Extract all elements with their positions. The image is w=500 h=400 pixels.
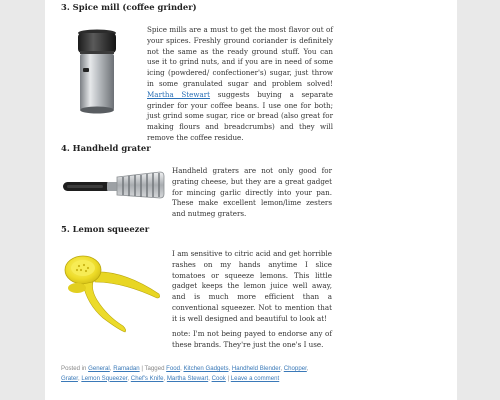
tag-link-handheld-blender[interactable]: Handheld Blender — [231, 365, 281, 372]
section-body-spice-mill: Spice mills are a must to get the most flavor out of your spices. Freshly ground coriander is definitely not the same as the ready ground stuff. You can use it to grind nuts, and if you are in need of some icing (powdered/ confectioner's) sugar, just throw in some granulated sugar and problem solved! Martha Stewart suggests buying a separate grinder for your coffee beans. I use one for both; just grind some sugar, rice or bread (also great for making flours and breadcrumbs) and they will remove the coffee residue. — [147, 25, 333, 142]
tag-link-kitchen-gadgets[interactable]: Kitchen Gadgets — [183, 365, 229, 372]
coffee-grinder-image — [75, 28, 119, 116]
section-body-handheld-grater: Handheld graters are not only good for grating cheese, but they are a great gadget for mincing garlic directly into your pan. These make excellent lemon/lime zesters and nutmeg graters. — [172, 166, 332, 219]
leave-comment-link[interactable]: Leave a comment — [230, 374, 280, 382]
endorsement-note: note: I'm not being payed to endorse any of these brands. They're just the one's I use. — [172, 329, 332, 349]
tag-link-chopper[interactable]: Chopper — [283, 365, 307, 372]
section-heading-lemon-squeezer: 5. Lemon squeezer — [61, 224, 150, 234]
tag-link-chefs-knife[interactable]: Chef's Knife — [130, 374, 164, 382]
martha-stewart-link[interactable]: Martha Stewart — [147, 89, 211, 99]
tag-link-martha-stewart[interactable]: Martha Stewart — [166, 374, 209, 382]
category-link-ramadan[interactable]: Ramadan — [113, 365, 140, 372]
section-heading-handheld-grater: 4. Handheld grater — [61, 143, 151, 153]
section-heading-spice-mill: 3. Spice mill (coffee grinder) — [61, 2, 197, 12]
post-meta: Posted in General, Ramadan | Tagged Food, Kitchen Gadgets, Handheld Blender, Chopper, Grater, Lemon Squeezer, Chef's Knife, Martha Stewart, Cook | Leave a comment — [61, 365, 309, 382]
category-link-general[interactable]: General — [88, 365, 110, 372]
section-body-lemon-squeezer: I am sensitive to citric acid and get horrible rashes on my hands anytime I slice tomatoes or squeeze lemons. This little gadget keeps the lemon juice well away, and is much more efficient than a conventional squeezer. Not to mention that it is well designed and beautiful to look at! — [172, 249, 332, 323]
tag-link-food[interactable]: Food — [166, 365, 181, 372]
tag-link-lemon-squeezer[interactable]: Lemon Squeezer — [81, 374, 128, 382]
lemon-squeezer-image — [63, 244, 163, 336]
tag-link-cook[interactable]: Cook — [211, 374, 226, 382]
handheld-grater-image — [61, 168, 165, 204]
post-content — [45, 0, 457, 400]
tag-link-grater[interactable]: Grater — [61, 374, 78, 382]
